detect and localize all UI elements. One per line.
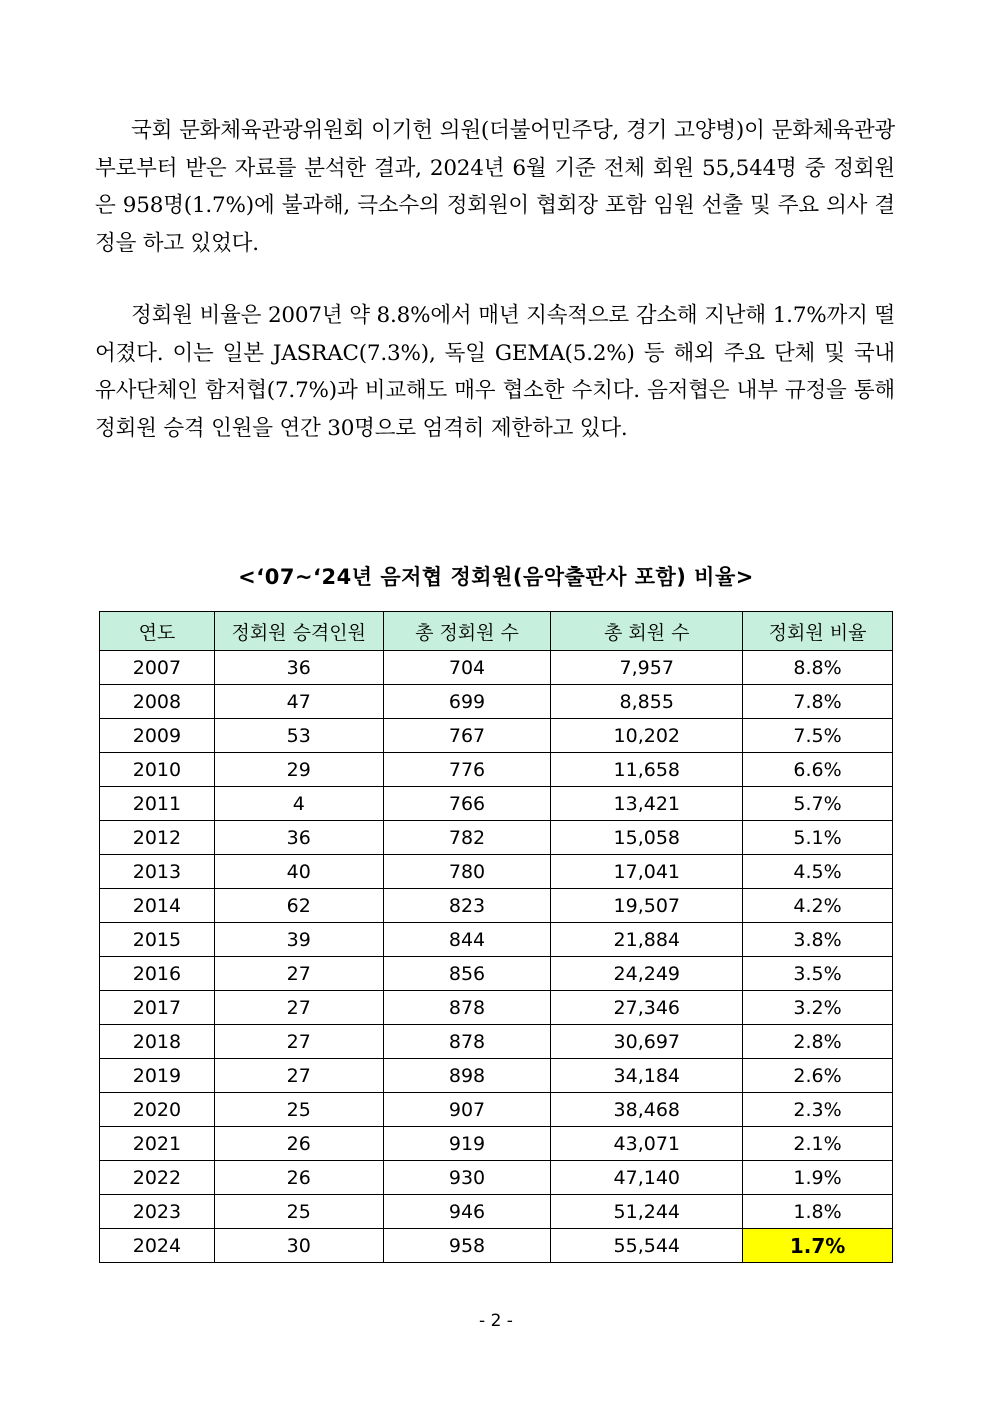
cell-promoted: 36 — [214, 821, 383, 855]
table-row — [100, 719, 893, 753]
cell-year: 2011 — [100, 787, 215, 821]
cell-regular-members: 780 — [383, 855, 551, 889]
table-row — [100, 1229, 893, 1263]
cell-promoted: 40 — [214, 855, 383, 889]
cell-promoted: 26 — [214, 1127, 383, 1161]
cell-total-members: 47,140 — [551, 1161, 743, 1195]
table-row — [100, 957, 893, 991]
cell-total-members: 11,658 — [551, 753, 743, 787]
cell-total-members: 38,468 — [551, 1093, 743, 1127]
cell-year: 2009 — [100, 719, 215, 753]
cell-regular-members: 767 — [383, 719, 551, 753]
header-total-members: 총 회원 수 — [551, 612, 743, 651]
cell-year: 2008 — [100, 685, 215, 719]
header-regular-members: 총 정회원 수 — [383, 612, 551, 651]
table-row — [100, 1025, 893, 1059]
cell-ratio: 5.7% — [743, 787, 893, 821]
table-title: <‘07~‘24년 음저협 정회원(음악출판사 포함) 비율> — [238, 565, 754, 589]
cell-total-members: 34,184 — [551, 1059, 743, 1093]
body-paragraph-2: 정회원 비율은 2007년 약 8.8%에서 매년 지속적으로 감소해 지난해 1.7%까지 떨어졌다. 이는 일본 JASRAC(7.3%), 독일 GEMA(5.2%) 등 해외 주요 단체 및 국내 유사단체인 함저협(7.7%)과 비교해도 매우 협소한 수치다. 음저협은 내부 규정을 통해 정회원 승격 인원을 연간 30명으로 엄격히 제한하고 있다. — [95, 303, 895, 441]
cell-regular-members: 823 — [383, 889, 551, 923]
cell-regular-members: 844 — [383, 923, 551, 957]
header-ratio: 정회원 비율 — [743, 612, 893, 651]
cell-regular-members: 878 — [383, 991, 551, 1025]
cell-ratio: 3.2% — [743, 991, 893, 1025]
cell-year: 2007 — [100, 651, 215, 685]
cell-year: 2017 — [100, 991, 215, 1025]
cell-regular-members: 946 — [383, 1195, 551, 1229]
cell-year: 2022 — [100, 1161, 215, 1195]
cell-promoted: 27 — [214, 991, 383, 1025]
cell-promoted: 62 — [214, 889, 383, 923]
cell-regular-members: 856 — [383, 957, 551, 991]
cell-year: 2014 — [100, 889, 215, 923]
cell-year: 2018 — [100, 1025, 215, 1059]
table-row — [100, 1059, 893, 1093]
cell-total-members: 15,058 — [551, 821, 743, 855]
cell-total-members: 30,697 — [551, 1025, 743, 1059]
cell-year: 2012 — [100, 821, 215, 855]
cell-year: 2021 — [100, 1127, 215, 1161]
cell-ratio: 1.7% — [743, 1229, 893, 1263]
cell-year: 2010 — [100, 753, 215, 787]
cell-total-members: 51,244 — [551, 1195, 743, 1229]
cell-ratio: 7.5% — [743, 719, 893, 753]
cell-promoted: 25 — [214, 1093, 383, 1127]
cell-ratio: 3.5% — [743, 957, 893, 991]
cell-ratio: 4.5% — [743, 855, 893, 889]
cell-total-members: 13,421 — [551, 787, 743, 821]
cell-promoted: 27 — [214, 957, 383, 991]
cell-ratio: 2.6% — [743, 1059, 893, 1093]
table-row — [100, 1093, 893, 1127]
cell-regular-members: 782 — [383, 821, 551, 855]
cell-ratio: 2.8% — [743, 1025, 893, 1059]
cell-total-members: 55,544 — [551, 1229, 743, 1263]
cell-promoted: 27 — [214, 1059, 383, 1093]
table-row — [100, 923, 893, 957]
cell-total-members: 24,249 — [551, 957, 743, 991]
cell-year: 2015 — [100, 923, 215, 957]
cell-total-members: 21,884 — [551, 923, 743, 957]
table-row — [100, 821, 893, 855]
cell-promoted: 26 — [214, 1161, 383, 1195]
cell-ratio: 8.8% — [743, 651, 893, 685]
cell-ratio: 5.1% — [743, 821, 893, 855]
cell-promoted: 4 — [214, 787, 383, 821]
body-paragraph-1: 국회 문화체육관광위원회 이기헌 의원(더불어민주당, 경기 고양병)이 문화체육관광부로부터 받은 자료를 분석한 결과, 2024년 6월 기준 전체 회원 55,544명 중 정회원은 958명(1.7%)에 불과해, 극소수의 정회원이 협회장 포함 임원 선출 및 주요 의사 결정을 하고 있었다. — [95, 118, 895, 256]
table-row — [100, 991, 893, 1025]
cell-regular-members: 930 — [383, 1161, 551, 1195]
cell-total-members: 17,041 — [551, 855, 743, 889]
cell-regular-members: 878 — [383, 1025, 551, 1059]
cell-regular-members: 766 — [383, 787, 551, 821]
cell-total-members: 43,071 — [551, 1127, 743, 1161]
cell-total-members: 7,957 — [551, 651, 743, 685]
page-number: - 2 - — [479, 1311, 513, 1331]
cell-total-members: 10,202 — [551, 719, 743, 753]
cell-promoted: 36 — [214, 651, 383, 685]
cell-total-members: 8,855 — [551, 685, 743, 719]
cell-promoted: 25 — [214, 1195, 383, 1229]
cell-year: 2019 — [100, 1059, 215, 1093]
cell-year: 2013 — [100, 855, 215, 889]
table-body — [100, 651, 893, 1263]
cell-regular-members: 699 — [383, 685, 551, 719]
table-header-row — [100, 612, 893, 651]
header-year: 연도 — [100, 612, 215, 651]
table-row — [100, 889, 893, 923]
cell-regular-members: 907 — [383, 1093, 551, 1127]
cell-ratio: 2.3% — [743, 1093, 893, 1127]
cell-total-members: 19,507 — [551, 889, 743, 923]
cell-total-members: 27,346 — [551, 991, 743, 1025]
table-row — [100, 855, 893, 889]
header-promoted: 정회원 승격인원 — [214, 612, 383, 651]
cell-ratio: 2.1% — [743, 1127, 893, 1161]
cell-year: 2024 — [100, 1229, 215, 1263]
cell-ratio: 1.8% — [743, 1195, 893, 1229]
table-row — [100, 685, 893, 719]
cell-promoted: 47 — [214, 685, 383, 719]
cell-regular-members: 919 — [383, 1127, 551, 1161]
cell-year: 2020 — [100, 1093, 215, 1127]
membership-ratio-table — [99, 611, 893, 1263]
cell-promoted: 27 — [214, 1025, 383, 1059]
cell-regular-members: 958 — [383, 1229, 551, 1263]
table-row — [100, 1161, 893, 1195]
cell-promoted: 29 — [214, 753, 383, 787]
cell-year: 2023 — [100, 1195, 215, 1229]
table-row — [100, 1195, 893, 1229]
cell-regular-members: 898 — [383, 1059, 551, 1093]
cell-promoted: 39 — [214, 923, 383, 957]
cell-regular-members: 704 — [383, 651, 551, 685]
cell-ratio: 6.6% — [743, 753, 893, 787]
table-row — [100, 753, 893, 787]
table-row — [100, 787, 893, 821]
cell-promoted: 30 — [214, 1229, 383, 1263]
cell-ratio: 1.9% — [743, 1161, 893, 1195]
cell-ratio: 3.8% — [743, 923, 893, 957]
cell-year: 2016 — [100, 957, 215, 991]
cell-ratio: 4.2% — [743, 889, 893, 923]
table-row — [100, 651, 893, 685]
cell-ratio: 7.8% — [743, 685, 893, 719]
cell-promoted: 53 — [214, 719, 383, 753]
table-row — [100, 1127, 893, 1161]
cell-regular-members: 776 — [383, 753, 551, 787]
